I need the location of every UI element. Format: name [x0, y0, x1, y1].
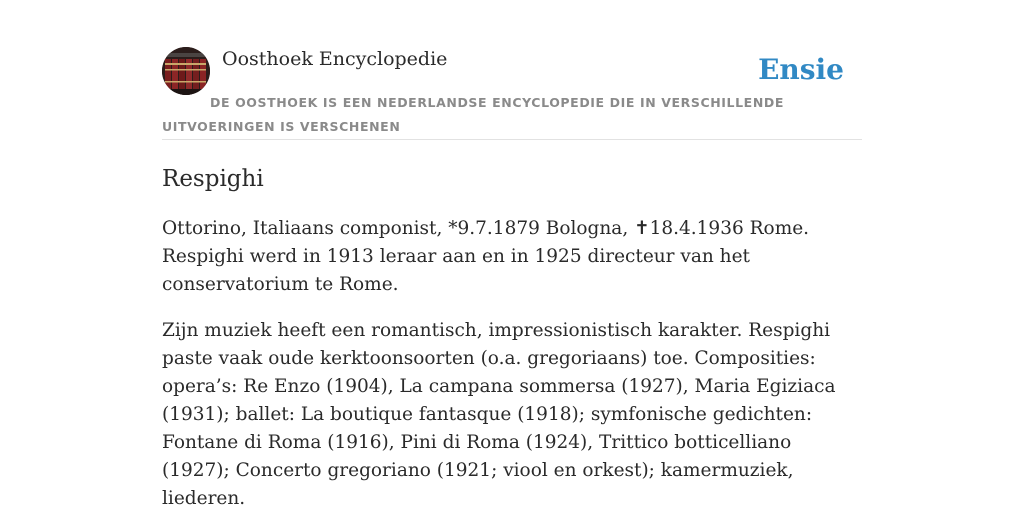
article-title: Respighi	[162, 166, 264, 192]
site-tagline: DE OOSTHOEK IS EEN NEDERLANDSE ENCYCLOPEDIE DIE IN VERSCHILLENDE UITVOERINGEN IS VERSCHENEN	[162, 95, 784, 134]
encyclopedia-books-icon[interactable]	[162, 47, 210, 95]
books-image	[162, 47, 210, 95]
article	[162, 160, 862, 512]
article-paragraph: Ottorino, Italiaans componist, *9.7.1879 Bologna, ✝18.4.1936 Rome. Respighi werd in 1913 leraar aan en in 1925 directeur van het conservatorium te Rome.	[162, 218, 810, 295]
article-paragraph: Zijn muziek heeft een romantisch, impressionistisch karakter. Respighi paste vaak oude kerktoonsoorten (o.a. gregoriaans) toe. Composities: opera’s: Re Enzo (1904), La campana sommersa (1927), Maria Egiziaca (1931); ballet: La boutique fantasque (1918); symfonische gedichten: Fontane di Roma (1916), Pini di Roma (1924), Trittico botticelliano (1927); Concerto gregoriano (1921; viool en orkest); kamermuziek, liederen.	[162, 320, 836, 509]
site-name-link[interactable]: Oosthoek Encyclopedie	[222, 48, 448, 70]
site-header	[162, 44, 862, 140]
ensie-logo-link[interactable]: Ensie	[758, 53, 844, 86]
